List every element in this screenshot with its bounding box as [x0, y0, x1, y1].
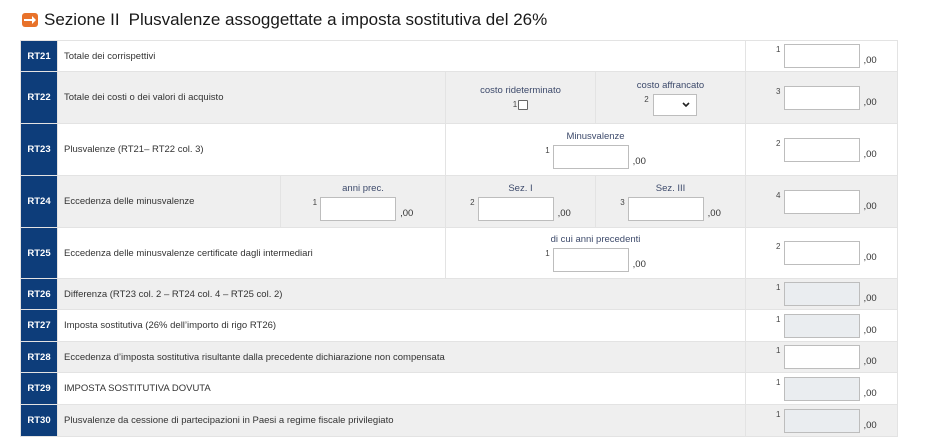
row-rt26: RT26 Differenza (RT23 col. 2 – RT24 col. 4 – RT25 col. 2) 1 ,00 — [21, 279, 898, 310]
row-code: RT27 — [21, 310, 58, 342]
rt28-col1-input[interactable] — [784, 345, 860, 369]
row-code: RT28 — [21, 342, 58, 373]
row-label: Differenza (RT23 col. 2 – RT24 col. 4 – RT25 col. 2) — [58, 279, 746, 310]
row-label: Eccedenza d’imposta sostitutiva risultante dalla precedente dichiarazione non compensata — [58, 342, 746, 373]
section-title: Plusvalenze assoggettate a imposta sostitutiva del 26% — [128, 10, 548, 29]
rt24-col4-input[interactable] — [784, 190, 860, 214]
row-rt23: RT23 Plusvalenze (RT21– RT22 col. 3) Minusvalenze 1 ,00 2 ,00 — [21, 124, 898, 176]
chevron-down-icon — [682, 102, 690, 108]
rt24-col3-input[interactable] — [628, 197, 704, 221]
rt24-col1-input[interactable] — [320, 197, 396, 221]
row-code: RT22 — [21, 72, 58, 124]
rt22-col3-input[interactable] — [784, 86, 860, 110]
row-label: Plusvalenze (RT21– RT22 col. 3) — [58, 124, 446, 176]
row-label: Totale dei corrispettivi — [58, 41, 746, 72]
row-code: RT25 — [21, 228, 58, 279]
arrow-right-icon — [22, 13, 38, 27]
row-code: RT23 — [21, 124, 58, 176]
section-number: Sezione II — [44, 10, 120, 29]
costo-affrancato-select[interactable] — [653, 94, 697, 116]
row-rt27: RT27 Imposta sostitutiva (26% dell’importo di rigo RT26) 1 ,00 — [21, 310, 898, 342]
rt24-col2-input[interactable] — [478, 197, 554, 221]
row-label: Eccedenza delle minusvalenze — [58, 176, 281, 228]
rt25-col1-input[interactable] — [553, 248, 629, 272]
rt25-col2-input[interactable] — [784, 241, 860, 265]
section-header — [22, 8, 547, 32]
row-code: RT30 — [21, 405, 58, 437]
costo-rideterminato-checkbox[interactable] — [518, 100, 528, 110]
row-label: Imposta sostitutiva (26% dell’importo di rigo RT26) — [58, 310, 746, 342]
rt29-col1-input-readonly — [784, 377, 860, 401]
rt27-col1-input-readonly — [784, 314, 860, 338]
row-rt22: RT22 Totale dei costi o dei valori di acquisto costo rideterminato 1 costo affrancato 2 3 ,00 — [21, 72, 898, 124]
row-rt25: RT25 Eccedenza delle minusvalenze certificate dagli intermediari di cui anni precedenti 1 ,00 2 ,00 — [21, 228, 898, 279]
row-label: Eccedenza delle minusvalenze certificate dagli intermediari — [58, 228, 446, 279]
row-rt29: RT29 IMPOSTA SOSTITUTIVA DOVUTA 1 ,00 — [21, 373, 898, 405]
rt-form-table — [20, 40, 898, 437]
rt21-col1-input[interactable] — [784, 44, 860, 68]
row-label: IMPOSTA SOSTITUTIVA DOVUTA — [58, 373, 746, 405]
rt26-col1-input-readonly — [784, 282, 860, 306]
rt23-col2-input[interactable] — [784, 138, 860, 162]
row-rt24: RT24 Eccedenza delle minusvalenze anni prec. 1 ,00 Sez. I 2 ,00 Sez. III 3 ,00 4 ,00 — [21, 176, 898, 228]
rt23-col1-input[interactable] — [553, 145, 629, 169]
rt30-col1-input-readonly — [784, 409, 860, 433]
row-rt21: RT21 Totale dei corrispettivi 1 ,00 — [21, 41, 898, 72]
row-code: RT24 — [21, 176, 58, 228]
row-label: Plusvalenze da cessione di partecipazioni in Paesi a regime fiscale privilegiato — [58, 405, 746, 437]
row-rt28: RT28 Eccedenza d’imposta sostitutiva risultante dalla precedente dichiarazione non compensata 1 ,00 — [21, 342, 898, 373]
row-label: Totale dei costi o dei valori di acquisto — [58, 72, 446, 124]
row-code: RT29 — [21, 373, 58, 405]
row-code: RT26 — [21, 279, 58, 310]
row-rt30: RT30 Plusvalenze da cessione di partecipazioni in Paesi a regime fiscale privilegiato 1 ,00 — [21, 405, 898, 437]
row-code: RT21 — [21, 41, 58, 72]
